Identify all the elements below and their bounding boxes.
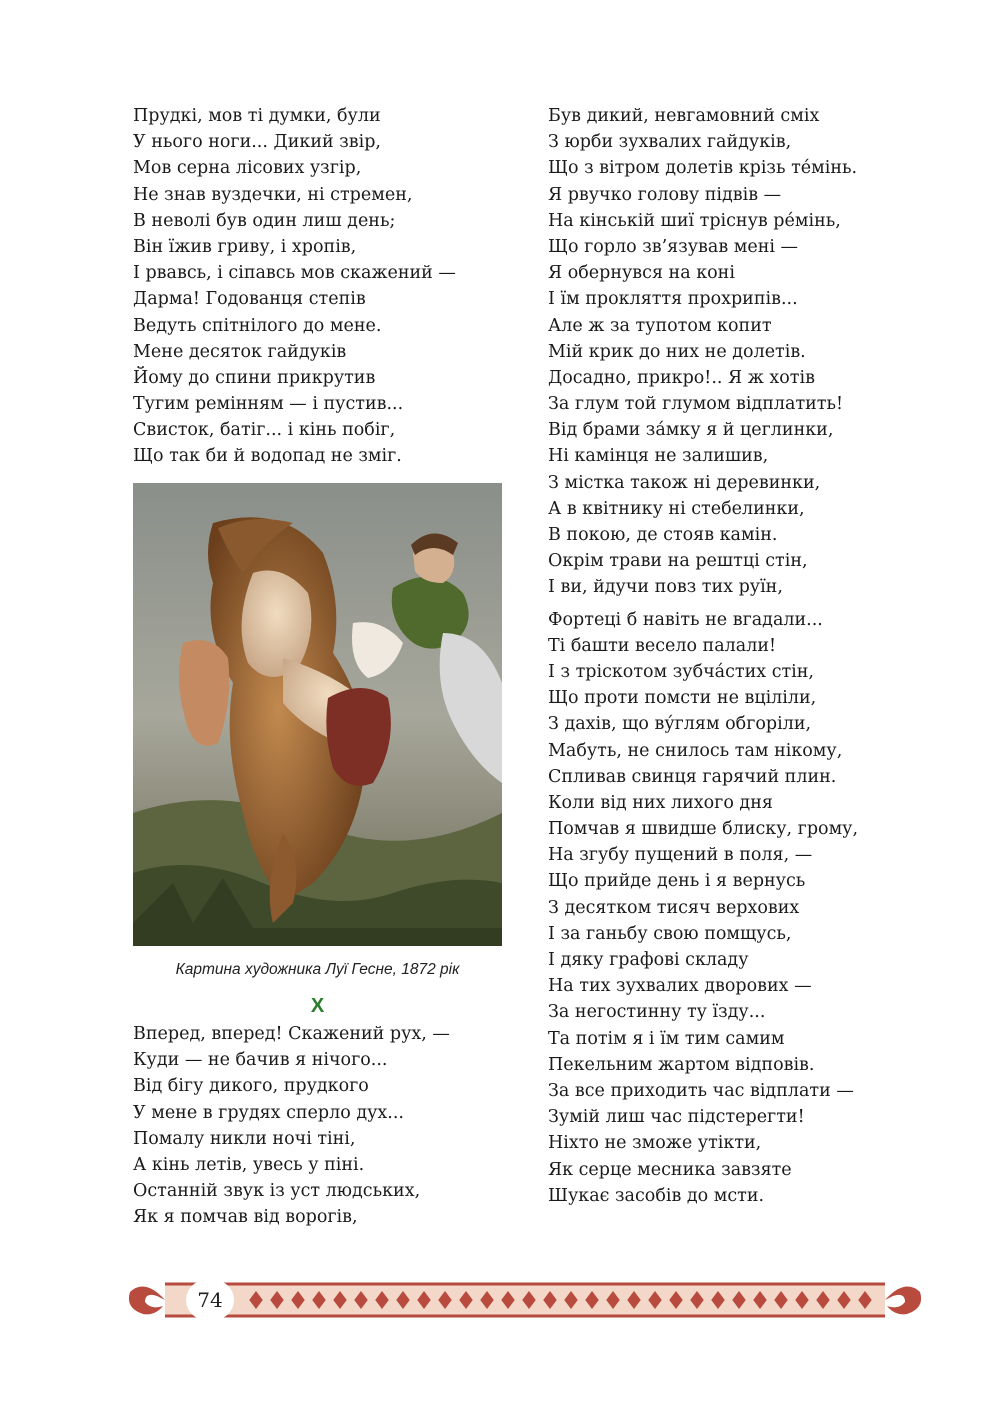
poem-line: Куди — не бачив я нічого... xyxy=(133,1050,388,1071)
poem-line: За глум той глумом відплатить! xyxy=(548,394,844,415)
poem-line: Як я помчав від ворогів, xyxy=(133,1207,358,1228)
poem-line: Що так би й водопад не зміг. xyxy=(133,446,402,467)
poem-line: Вперед, вперед! Скажений рух, — xyxy=(133,1024,450,1044)
poem-line: Що горло зв’язував мені — xyxy=(548,236,799,257)
footer-ornament xyxy=(125,1270,925,1330)
poem-line: І ви, йдучи повз тих руїн, xyxy=(548,577,783,598)
poem-line: З містка також ні деревинки, xyxy=(548,472,821,493)
poem-line: У нього ноги... Дикий звір, xyxy=(133,132,381,153)
poem-line: Тугим ремінням — і пустив... xyxy=(133,394,404,415)
poem-line: З дахів, що ву́глям обгоріли, xyxy=(548,714,812,735)
poem-line: І дяку графові складу xyxy=(548,950,749,970)
poem-line: На кінській шиї тріснув ре́мінь, xyxy=(548,210,841,231)
poem-line: Що прийде день і я вернусь xyxy=(548,871,806,892)
poem-line: З десятком тисяч верхових xyxy=(548,897,800,918)
poem-line: Мабуть, не снилось там нікому, xyxy=(548,740,843,761)
poem-line: Окрім трави на рештці стін, xyxy=(548,551,808,572)
poem-line: Мов серна лісових узгір, xyxy=(133,158,362,179)
poem-line: Ніхто не зможе утікти, xyxy=(548,1133,762,1154)
poem-line: Ні камінця не залишив, xyxy=(548,446,769,467)
poem-line: Я рвучко голову підвів — xyxy=(548,184,782,205)
poem-line: Ті башти весело палали! xyxy=(548,635,777,656)
poem-line: Але ж за тупотом копит xyxy=(548,315,772,336)
painting-caption: Картина художника Луї Гесне, 1872 рік xyxy=(175,961,460,978)
poem-line: Як серце месника завзяте xyxy=(548,1159,792,1180)
poem-line: І за ганьбу свою помщусь, xyxy=(548,923,792,944)
left-column-top xyxy=(133,103,513,470)
poem-line: Мій крик до них не долетів. xyxy=(548,341,806,362)
poem-line: В покою, де стояв камін. xyxy=(548,525,778,545)
poem-line: Що проти помсти не вціліли, xyxy=(548,688,817,709)
poem-line: За все приходить час відплати — xyxy=(548,1080,854,1101)
poem-line: І з тріскотом зубча́стих стін, xyxy=(548,661,814,682)
poem-line: Пекельним жартом відповів. xyxy=(548,1054,815,1075)
poem-line: І рвавсь, і сіпавсь мов скажений — xyxy=(133,263,456,284)
ornament-band-icon xyxy=(125,1270,925,1330)
poem-line: Не знав вуздечки, ні стремен, xyxy=(133,184,413,205)
poem-line: Що з вітром долетів крізь те́мінь. xyxy=(548,158,858,179)
poem-line: В неволі був один лиш день; xyxy=(133,210,396,231)
poem-line: Від брами за́мку я й цеглинки, xyxy=(548,420,834,441)
poem-line: У мене в грудях сперло дух... xyxy=(133,1102,404,1123)
poem-line: Коли від них лихого дня xyxy=(548,792,773,813)
poem-line: Шукає засобів до мсти. xyxy=(548,1185,765,1206)
poem-line: Помалу никли ночі тіні, xyxy=(133,1128,356,1149)
poem-line: Від бігу дикого, прудкого xyxy=(133,1076,369,1097)
poem-line: На тих зухвалих дворових — xyxy=(548,976,812,997)
poem-line: Я обернувся на коні xyxy=(548,263,735,284)
poem-line: Помчав я швидше блиску, грому, xyxy=(548,819,859,840)
poem-line: Зумій лиш час підстерегти! xyxy=(548,1107,805,1128)
poem-line: На згубу пущений в поля, — xyxy=(548,845,813,866)
poem-line: Фортеці б навіть не вгадали... xyxy=(548,609,823,630)
page-number: 74 xyxy=(186,1280,234,1320)
section-number: X xyxy=(310,995,325,1017)
poem-line: А в квітнику ні стебелинки, xyxy=(548,498,805,519)
poem-line: Досадно, прикро!.. Я ж хотів xyxy=(548,367,815,388)
poem-line: Мене десяток гайдуків xyxy=(133,341,347,362)
right-column-stanza-b xyxy=(548,607,928,1209)
poem-line: Спливав свинця гарячий плин. xyxy=(548,766,837,787)
poem-line: Він їжив гриву, і хропів, xyxy=(133,236,357,257)
left-column-bottom xyxy=(133,1021,513,1231)
poem-line: З юрби зухвалих гайдуків, xyxy=(548,132,792,153)
poem-line: Був дикий, невгамовний сміх xyxy=(548,106,820,126)
right-column-stanza-a xyxy=(548,103,928,601)
poem-line: Прудкі, мов ті думки, були xyxy=(133,106,381,126)
right-column xyxy=(548,103,928,1209)
poem-line: Дарма! Годованця степів xyxy=(133,289,366,310)
poem-line: Останній звук із уст людських, xyxy=(133,1181,421,1202)
poem-line: Та потім я і їм тим самим xyxy=(548,1028,785,1049)
poem-line: А кінь летів, увесь у піні. xyxy=(133,1154,365,1175)
poem-line: Йому до спини прикрутив xyxy=(133,367,376,388)
poem-line: За негостинну ту їзду... xyxy=(548,1002,766,1023)
painting-image xyxy=(133,483,502,946)
poem-line: Ведуть спітнілого до мене. xyxy=(133,315,382,336)
poem-line: Свисток, батіг... і кінь побіг, xyxy=(133,420,396,441)
painting-illustration xyxy=(133,483,502,946)
poem-line: І їм прокляття прохрипів... xyxy=(548,289,798,310)
